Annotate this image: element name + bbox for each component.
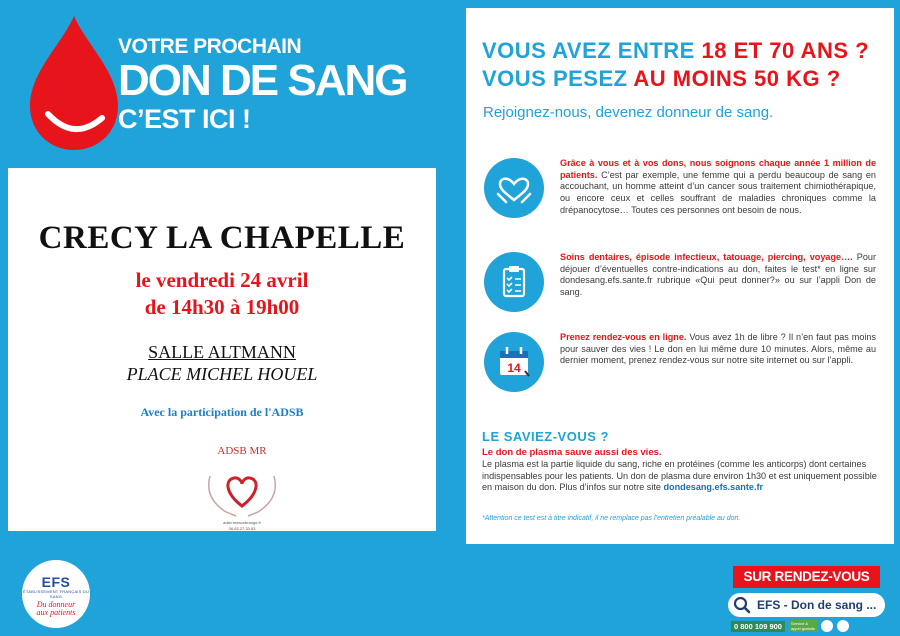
headline-line-1: VOTRE PROCHAIN	[118, 35, 302, 58]
participation-note: Avec la participation de l'ADSB	[140, 405, 304, 419]
heart-hands-icon	[484, 158, 544, 218]
app-icon[interactable]	[821, 620, 833, 632]
info-text-patients: Grâce à vous et à vos dons, nous soignons chaque année 1 million de patients. C’est par exemple, une femme qui a perdu beaucoup de sang en accouchant, un homme atteint d’un cancer sous traitement chimiothérapique, ou encore ceux et celles souffrant de maladies chroniques comme la drépanocytose… Toutes ces personnes ont besoin de nous.	[560, 158, 876, 215]
did-you-know-subtitle: Le don de plasma sauve aussi des vies.	[482, 447, 662, 458]
age-question: VOUS AVEZ ENTRE 18 ET 70 ANS ?	[482, 38, 870, 63]
did-you-know-title: LE SAVIEZ-VOUS ?	[482, 429, 609, 444]
headline	[118, 36, 406, 134]
venue-address: PLACE MICHEL HOUEL	[126, 364, 318, 384]
venue-name: SALLE ALTMANN	[148, 342, 296, 362]
checklist-icon	[484, 252, 544, 312]
blood-drop-logo	[24, 14, 124, 152]
headline-line-3: C’EST ICI !	[118, 104, 251, 134]
did-you-know-body: Le plasma est la partie liquide du sang, riche en protéines (comme les anticorps) dont certaines indispensables pour les patients. Un don de plasma dure environ 1h30 et est uniquement possible en maison du don. Plus d’infos sur notre site dondesang.efs.sante.fr	[482, 459, 877, 493]
adsb-logo-url: adsb.meauxbrango.fr	[223, 520, 261, 525]
efs-full-name: ÉTABLISSEMENT FRANÇAIS DU SANG	[23, 589, 89, 599]
search-text: EFS - Don de sang ...	[757, 598, 877, 612]
social-icon[interactable]	[837, 620, 849, 632]
adsb-logo	[196, 440, 288, 532]
event-city: CRECY LA CHAPELLE	[38, 220, 406, 256]
info-text-appointment: Prenez rendez-vous en ligne. Vous avez 1h de libre ? Il n’en faut pas moins pour sauver des vies ! Le don en lui même dure 10 minutes. Alors, même au dernier moment, prenez rendez-vous sur notre site internet ou sur l’appli.	[560, 332, 877, 366]
weight-min: AU MOINS 50 KG ?	[633, 66, 841, 91]
efs-slogan-line-1: Du donneur	[36, 600, 76, 609]
info-text-contraindications: Soins dentaires, épisode infectieux, tatouage, piercing, voyage…. Pour déjouer d’éventuelles contre-indications au don, faites le test* en ligne sur dondesang.efs.sante.fr rubrique «Qui peut donner?» ou sur l’appli Don de sang.	[560, 252, 876, 298]
efs-mark: EFS	[41, 574, 71, 590]
age-range: 18 ET 70 ANS ?	[701, 38, 870, 63]
phone-tag: Service & appel gratuits	[790, 621, 815, 631]
website-link[interactable]: dondesang.efs.sante.fr	[663, 482, 764, 493]
info-panel	[466, 8, 894, 544]
event-card	[8, 168, 436, 531]
calendar-icon	[484, 332, 544, 392]
phone-number[interactable]: 0 800 109 900	[731, 621, 785, 632]
tagline: Rejoignez-nous, devenez donneur de sang.	[483, 104, 774, 121]
adsb-logo-phone: 06.63.27.33.53	[228, 526, 256, 531]
search-icon	[733, 596, 751, 614]
search-box[interactable]	[728, 593, 885, 617]
event-time: de 14h30 à 19h00	[144, 295, 300, 319]
phone-line	[731, 620, 849, 632]
headline-line-2: DON DE SANG	[118, 56, 407, 105]
adsb-logo-title: ADSB MR	[217, 445, 267, 457]
weight-question: VOUS PESEZ AU MOINS 50 KG ?	[482, 66, 841, 91]
calendar-day: 14	[507, 361, 521, 375]
efs-slogan-line-2: aux patients	[36, 608, 76, 617]
event-date: le vendredi 24 avril	[135, 268, 309, 292]
appointment-badge: SUR RENDEZ-VOUS	[733, 566, 880, 588]
disclaimer: *Attention ce test est à titre indicatif, il ne remplace pas l’entretien préalable au don.	[482, 515, 741, 522]
efs-logo	[22, 560, 90, 628]
